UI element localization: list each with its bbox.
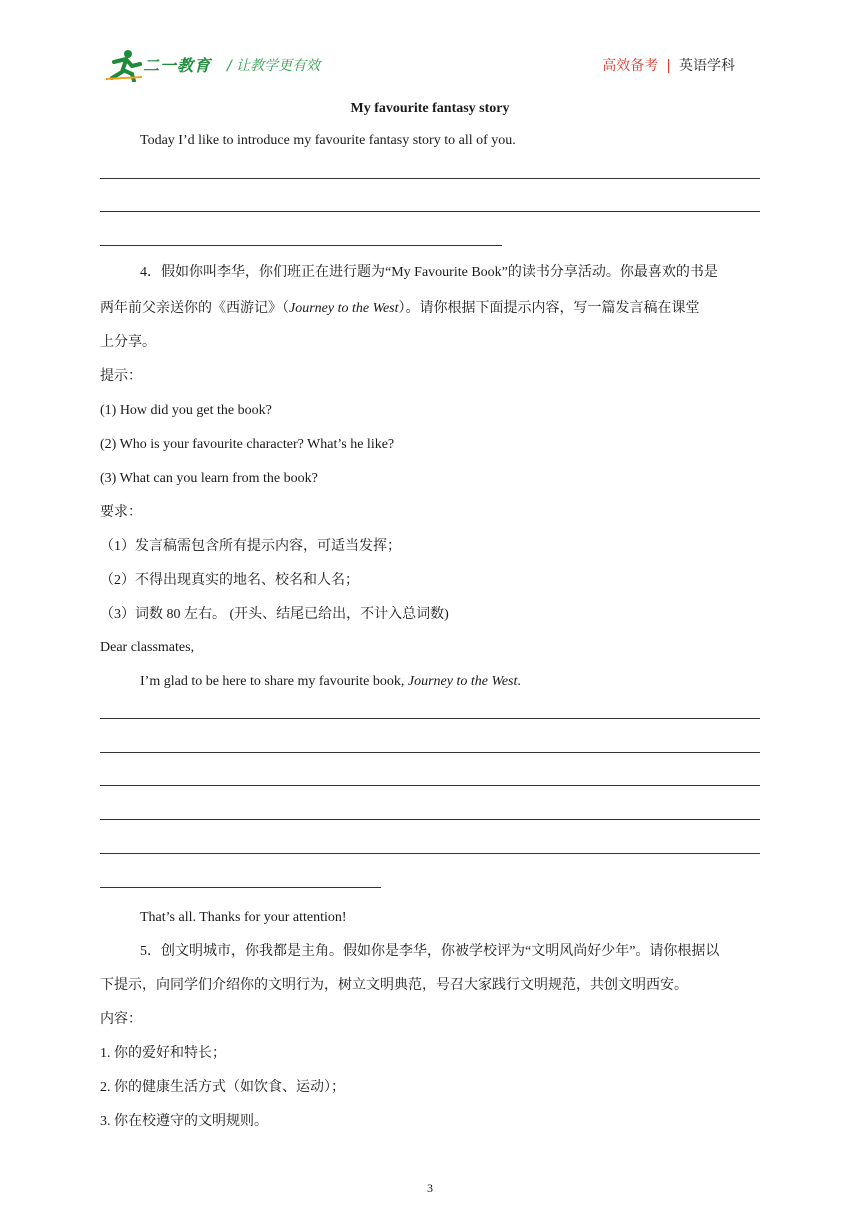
opening-text: .	[517, 674, 521, 689]
answer-line	[100, 819, 760, 820]
q4-line: 上分享。	[100, 335, 156, 350]
requirements-label: 要求：	[100, 505, 142, 520]
requirement-item: （3）词数 80 左右。 (开头、结尾已给出，不计入总词数)	[100, 607, 449, 622]
closing-line: That’s all. Thanks for your attention!	[140, 910, 347, 925]
answer-line	[100, 887, 381, 888]
q4-text: ）。请你根据下面提示内容，写一篇发言稿在课堂	[398, 301, 700, 316]
hint-item: (1) How did you get the book?	[100, 403, 272, 418]
content-item: 1. 你的爱好和特长；	[100, 1046, 226, 1061]
page-number: 3	[427, 1181, 433, 1195]
content-item: 2. 你的健康生活方式（如饮食、运动）；	[100, 1080, 345, 1095]
hint-item: (2) Who is your favourite character? What’s he like?	[100, 437, 395, 452]
slogan: / 让教学更有效	[227, 58, 321, 74]
logo-text: 二一教育	[143, 56, 212, 75]
intro-line: Today I’d like to introduce my favourite fantasy story to all of you.	[140, 133, 516, 148]
q4-text: 两年前父亲送你的《西游记》（	[100, 301, 289, 316]
answer-line	[100, 178, 760, 179]
requirement-item: （2）不得出现真实的地名、校名和人名；	[100, 573, 359, 588]
page-header	[0, 0, 860, 90]
answer-line	[100, 211, 760, 212]
greeting: Dear classmates,	[100, 640, 195, 655]
answer-line	[100, 718, 760, 719]
content-item: 3. 你在校遵守的文明规则。	[100, 1114, 268, 1129]
header-subject-label: 英语学科	[679, 58, 735, 74]
requirement-item: （1）发言稿需包含所有提示内容，可适当发挥；	[100, 539, 401, 554]
hint-item: (3) What can you learn from the book?	[100, 471, 318, 486]
runner-logo-icon	[104, 48, 144, 82]
answer-line	[100, 853, 760, 854]
q5-line: 5．创文明城市，你我都是主角。假如你是李华，你被学校评为“文明风尚好少年”。请你根据以	[140, 944, 720, 959]
answer-line	[100, 785, 760, 786]
q4-line	[100, 299, 700, 319]
header-tag: 高效备考	[602, 58, 659, 74]
q4-line: 4．假如你叫李华，你们班正在进行题为“My Favourite Book”的读书分享活动。你最喜欢的书是	[140, 265, 718, 280]
q5-line: 下提示，向同学们介绍你的文明行为，树立文明典范，号召大家践行文明规范，共创文明西安。	[100, 978, 688, 993]
content-label: 内容：	[100, 1012, 142, 1027]
answer-line	[100, 752, 760, 753]
header-subject	[602, 55, 735, 75]
opening-line	[140, 672, 521, 692]
hint-label: 提示：	[100, 369, 142, 384]
book-title: Journey to the West	[407, 674, 518, 689]
opening-text: I’m glad to be here to share my favourite book,	[140, 674, 408, 689]
essay-title: My favourite fantasy story	[350, 101, 510, 116]
answer-line	[100, 245, 502, 246]
book-title: Journey to the West	[289, 301, 399, 316]
header-separator: |	[666, 58, 671, 74]
